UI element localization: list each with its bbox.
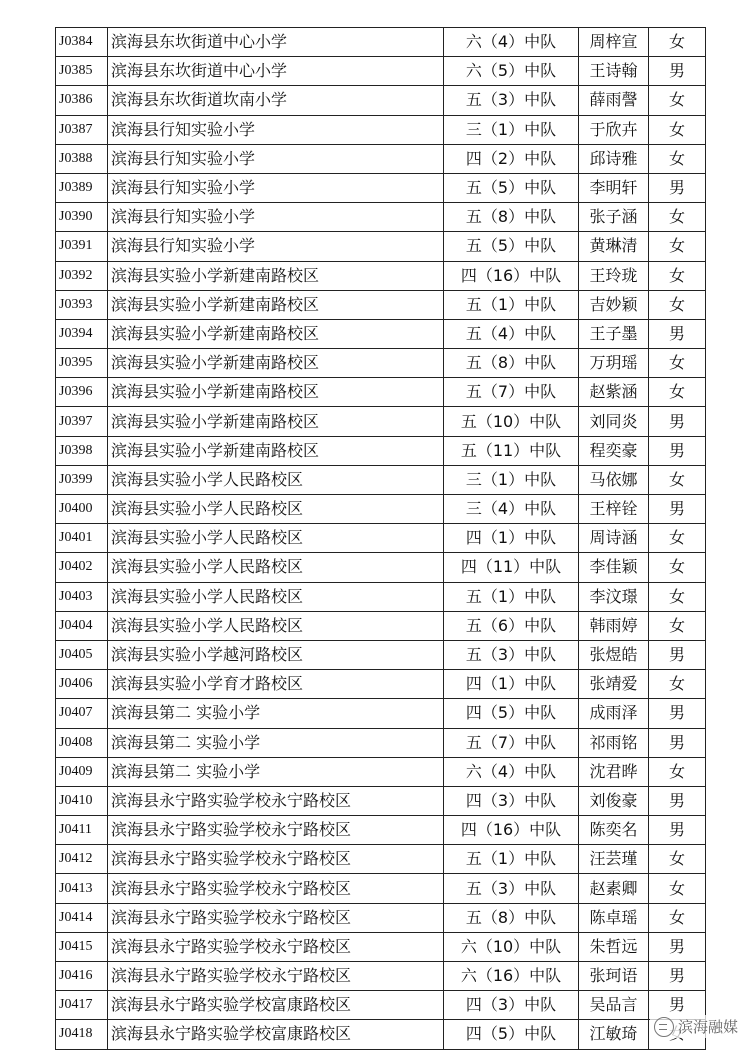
student-gender: 女 [649,611,706,640]
student-name: 赵素卿 [579,874,649,903]
table-row [56,173,706,202]
student-name: 于欣卉 [579,115,649,144]
record-id: J0415 [56,932,108,961]
table-row [56,28,706,57]
record-id: J0405 [56,640,108,669]
record-id: J0408 [56,728,108,757]
student-name: 张靖爱 [579,670,649,699]
school-name: 滨海县第二 实验小学 [108,757,444,786]
student-name: 王梓铨 [579,495,649,524]
school-name: 滨海县实验小学人民路校区 [108,495,444,524]
school-name: 滨海县实验小学新建南路校区 [108,407,444,436]
student-gender: 男 [649,786,706,815]
table-row [56,962,706,991]
class-name: 四（16）中队 [444,816,579,845]
school-name: 滨海县东坎街道中心小学 [108,57,444,86]
student-name: 刘同炎 [579,407,649,436]
student-name: 周诗涵 [579,524,649,553]
class-name: 五（1）中队 [444,290,579,319]
table-row [56,436,706,465]
student-gender: 女 [649,203,706,232]
class-name: 五（4）中队 [444,319,579,348]
record-id: J0389 [56,173,108,202]
school-name: 滨海县实验小学新建南路校区 [108,378,444,407]
class-name: 六（5）中队 [444,57,579,86]
student-gender: 男 [649,319,706,348]
class-name: 五（10）中队 [444,407,579,436]
school-name: 滨海县第二 实验小学 [108,699,444,728]
student-gender: 男 [649,991,706,1020]
table-row [56,757,706,786]
record-id: J0398 [56,436,108,465]
class-name: 三（4）中队 [444,495,579,524]
class-name: 五（1）中队 [444,582,579,611]
table-row [56,611,706,640]
class-name: 三（1）中队 [444,465,579,494]
school-name: 滨海县实验小学人民路校区 [108,553,444,582]
class-name: 五（8）中队 [444,349,579,378]
student-list-table [55,27,706,1050]
record-id: J0414 [56,903,108,932]
table-row [56,524,706,553]
record-id: J0395 [56,349,108,378]
student-name: 成雨泽 [579,699,649,728]
class-name: 四（16）中队 [444,261,579,290]
table-row [56,582,706,611]
class-name: 三（1）中队 [444,115,579,144]
student-gender: 女 [649,874,706,903]
table-row [56,845,706,874]
watermark-text: 滨海融媒 [677,1018,738,1036]
school-name: 滨海县实验小学新建南路校区 [108,261,444,290]
record-id: J0396 [56,378,108,407]
school-name: 滨海县东坎街道中心小学 [108,28,444,57]
table-row [56,378,706,407]
student-gender: 女 [649,290,706,319]
school-name: 滨海县实验小学人民路校区 [108,582,444,611]
student-name: 周梓宣 [579,28,649,57]
record-id: J0390 [56,203,108,232]
student-name: 邱诗雅 [579,144,649,173]
record-id: J0400 [56,495,108,524]
table-row [56,670,706,699]
record-id: J0411 [56,816,108,845]
student-gender: 男 [649,57,706,86]
school-name: 滨海县第二 实验小学 [108,728,444,757]
class-name: 五（3）中队 [444,640,579,669]
school-name: 滨海县行知实验小学 [108,115,444,144]
record-id: J0391 [56,232,108,261]
record-id: J0418 [56,1020,108,1049]
school-name: 滨海县永宁路实验学校永宁路校区 [108,932,444,961]
table-row [56,144,706,173]
student-gender: 女 [649,232,706,261]
table-row [56,232,706,261]
school-name: 滨海县永宁路实验学校永宁路校区 [108,874,444,903]
table-row [56,932,706,961]
student-name: 马依娜 [579,465,649,494]
school-name: 滨海县行知实验小学 [108,232,444,261]
student-gender: 男 [649,495,706,524]
student-name: 黄琳清 [579,232,649,261]
table-row [56,319,706,348]
class-name: 六（10）中队 [444,932,579,961]
record-id: J0417 [56,991,108,1020]
record-id: J0393 [56,290,108,319]
class-name: 四（5）中队 [444,1020,579,1049]
student-name: 吉妙颖 [579,290,649,319]
record-id: J0384 [56,28,108,57]
student-gender: 女 [649,757,706,786]
student-name: 王诗翰 [579,57,649,86]
table-row [56,816,706,845]
school-name: 滨海县实验小学新建南路校区 [108,319,444,348]
class-name: 四（11）中队 [444,553,579,582]
school-name: 滨海县行知实验小学 [108,144,444,173]
student-gender: 男 [649,173,706,202]
table-row [56,57,706,86]
student-gender: 女 [649,261,706,290]
class-name: 五（11）中队 [444,436,579,465]
student-gender: 男 [649,699,706,728]
record-id: J0409 [56,757,108,786]
school-name: 滨海县实验小学人民路校区 [108,465,444,494]
student-name: 沈君晔 [579,757,649,786]
student-gender: 女 [649,903,706,932]
record-id: J0385 [56,57,108,86]
student-gender: 女 [649,670,706,699]
school-name: 滨海县永宁路实验学校永宁路校区 [108,903,444,932]
record-id: J0386 [56,86,108,115]
class-name: 五（3）中队 [444,86,579,115]
table-row [56,991,706,1020]
table-row [56,699,706,728]
record-id: J0394 [56,319,108,348]
student-name: 王玲珑 [579,261,649,290]
class-name: 五（8）中队 [444,203,579,232]
student-name: 李汶璟 [579,582,649,611]
table-row [56,349,706,378]
school-name: 滨海县东坎街道坎南小学 [108,86,444,115]
student-gender: 女 [649,465,706,494]
record-id: J0397 [56,407,108,436]
record-id: J0412 [56,845,108,874]
record-id: J0404 [56,611,108,640]
school-name: 滨海县实验小学新建南路校区 [108,349,444,378]
class-name: 六（4）中队 [444,28,579,57]
student-name: 张煜皓 [579,640,649,669]
record-id: J0406 [56,670,108,699]
record-id: J0387 [56,115,108,144]
record-id: J0416 [56,962,108,991]
table-row [56,728,706,757]
table-row [56,640,706,669]
class-name: 四（3）中队 [444,786,579,815]
class-name: 五（5）中队 [444,232,579,261]
class-name: 四（5）中队 [444,699,579,728]
student-name: 江敏琦 [579,1020,649,1049]
student-gender: 女 [649,845,706,874]
student-name: 朱哲远 [579,932,649,961]
class-name: 六（16）中队 [444,962,579,991]
student-gender: 女 [649,582,706,611]
record-id: J0410 [56,786,108,815]
student-gender: 男 [649,816,706,845]
student-gender: 女 [649,144,706,173]
table-row [56,903,706,932]
school-name: 滨海县永宁路实验学校永宁路校区 [108,845,444,874]
student-name: 韩雨婷 [579,611,649,640]
student-gender: 女 [649,115,706,144]
table-row [56,553,706,582]
student-name: 万玥瑶 [579,349,649,378]
school-name: 滨海县永宁路实验学校富康路校区 [108,1020,444,1049]
record-id: J0392 [56,261,108,290]
school-name: 滨海县永宁路实验学校永宁路校区 [108,816,444,845]
school-name: 滨海县实验小学越河路校区 [108,640,444,669]
school-name: 滨海县实验小学人民路校区 [108,611,444,640]
student-gender: 男 [649,407,706,436]
student-name: 汪芸瑾 [579,845,649,874]
student-name: 王子墨 [579,319,649,348]
record-id: J0388 [56,144,108,173]
record-id: J0413 [56,874,108,903]
student-gender: 男 [649,932,706,961]
table-row [56,786,706,815]
student-gender: 女 [649,524,706,553]
record-id: J0402 [56,553,108,582]
student-name: 赵紫涵 [579,378,649,407]
table-row [56,495,706,524]
student-name: 陈卓瑶 [579,903,649,932]
student-name: 祁雨铭 [579,728,649,757]
student-gender: 女 [649,86,706,115]
student-name: 程奕豪 [579,436,649,465]
student-gender: 女 [649,349,706,378]
student-name: 张珂语 [579,962,649,991]
table-row [56,465,706,494]
table-body [56,28,706,1050]
student-name: 张子涵 [579,203,649,232]
student-gender: 男 [649,640,706,669]
table-row [56,203,706,232]
table-row [56,874,706,903]
class-name: 五（5）中队 [444,173,579,202]
table-row [56,115,706,144]
student-name: 李佳颖 [579,553,649,582]
class-name: 四（1）中队 [444,524,579,553]
record-id: J0401 [56,524,108,553]
student-name: 吴品言 [579,991,649,1020]
school-name: 滨海县永宁路实验学校富康路校区 [108,991,444,1020]
school-name: 滨海县实验小学人民路校区 [108,524,444,553]
student-name: 薛雨謦 [579,86,649,115]
student-gender: 女 [649,553,706,582]
student-name: 刘俊豪 [579,786,649,815]
student-gender: 女 [649,28,706,57]
watermark [650,1015,742,1038]
class-name: 五（7）中队 [444,378,579,407]
student-gender: 男 [649,962,706,991]
class-name: 五（6）中队 [444,611,579,640]
student-gender: 女 [649,378,706,407]
student-gender: 男 [649,728,706,757]
class-name: 四（1）中队 [444,670,579,699]
wechat-icon [654,1017,674,1037]
school-name: 滨海县实验小学育才路校区 [108,670,444,699]
record-id: J0403 [56,582,108,611]
table-row [56,407,706,436]
class-name: 六（4）中队 [444,757,579,786]
class-name: 四（3）中队 [444,991,579,1020]
table-row [56,1020,706,1049]
student-gender: 男 [649,436,706,465]
class-name: 五（1）中队 [444,845,579,874]
school-name: 滨海县永宁路实验学校永宁路校区 [108,786,444,815]
class-name: 四（2）中队 [444,144,579,173]
student-name: 陈奕名 [579,816,649,845]
table-row [56,86,706,115]
record-id: J0407 [56,699,108,728]
school-name: 滨海县行知实验小学 [108,173,444,202]
school-name: 滨海县实验小学新建南路校区 [108,436,444,465]
school-name: 滨海县行知实验小学 [108,203,444,232]
school-name: 滨海县永宁路实验学校永宁路校区 [108,962,444,991]
record-id: J0399 [56,465,108,494]
class-name: 五（8）中队 [444,903,579,932]
student-name: 李明轩 [579,173,649,202]
table-row [56,261,706,290]
class-name: 五（7）中队 [444,728,579,757]
school-name: 滨海县实验小学新建南路校区 [108,290,444,319]
table-row [56,290,706,319]
class-name: 五（3）中队 [444,874,579,903]
